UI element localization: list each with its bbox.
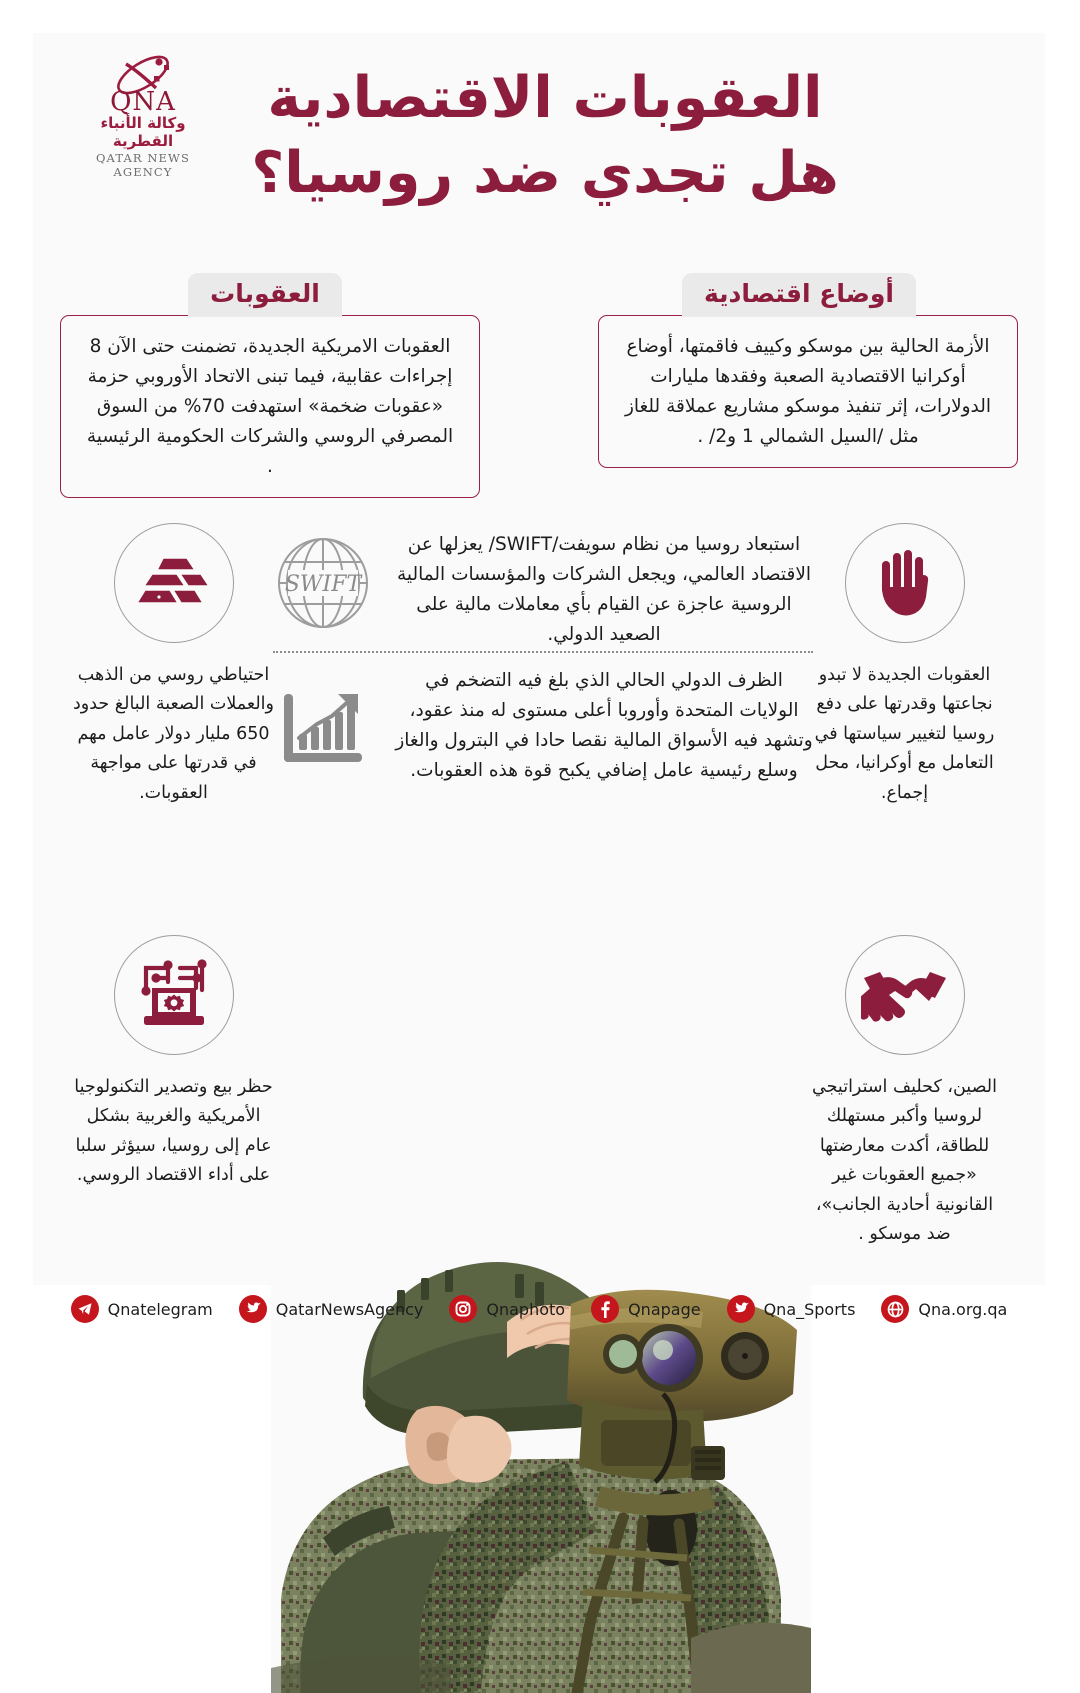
panel-economy-tab: أوضاع اقتصادية xyxy=(682,273,916,317)
panel-economy-tabrow xyxy=(598,273,1018,317)
section-gold-text: احتياطي روسي من الذهب والعملات الصعبة البالغ حدود 650 مليار دولار عامل مهم في قدرتها على مواجهة العقوبات. xyxy=(73,665,274,803)
page-title xyxy=(225,61,865,211)
section-technology-text: حظر بيع وتصدير التكنولوجيا الأمريكية والغربية بشكل عام إلى روسيا، سيؤثر سلبا على أداء الاقتصاد الروسي. xyxy=(74,1077,273,1186)
handshake-glyph xyxy=(861,967,949,1023)
growth-chart-icon xyxy=(269,666,377,768)
instagram-icon[interactable] xyxy=(449,1295,477,1323)
social-label-facebook: Qnapage xyxy=(628,1299,701,1319)
technology-chip-glyph xyxy=(134,958,214,1032)
social-item-instagram[interactable] xyxy=(449,1295,565,1323)
title-line-2: هل تجدي ضد روسيا؟ xyxy=(251,140,839,207)
twitter-icon[interactable] xyxy=(239,1295,267,1323)
section-inflation xyxy=(269,666,815,786)
qna-logo-english: QATAR NEWS AGENCY xyxy=(96,151,190,179)
panel-sanctions-tab: العقوبات xyxy=(188,273,342,317)
gold-bars-glyph xyxy=(135,552,213,614)
soldier-photo-illustration xyxy=(271,1198,811,1693)
panel-sanctions-tabrow xyxy=(60,273,480,317)
footer-social-bar xyxy=(33,1285,1045,1333)
social-item-twitter-sports[interactable] xyxy=(727,1295,856,1323)
globe-icon[interactable] xyxy=(881,1295,909,1323)
social-label-instagram: Qnaphoto xyxy=(486,1299,566,1319)
swift-label: SWIFT xyxy=(284,572,362,597)
swift-globe-icon xyxy=(269,530,377,632)
svg-text:QNA: QNA xyxy=(110,87,176,115)
panel-sanctions-body: العقوبات الامريكية الجديدة، تضمنت حتى الآن 8 إجراءات عقابية، فيما تبنى الاتحاد الأوروبي حزمة «عقوبات ضخمة» استهدفت 70% من السوق المصرفي الروسي والشركات الحكومية الرئيسية . xyxy=(60,315,480,498)
twitter-icon[interactable] xyxy=(727,1295,755,1323)
gold-bars-icon xyxy=(114,523,234,643)
facebook-icon[interactable] xyxy=(591,1295,619,1323)
header xyxy=(33,33,1045,238)
technology-chip-icon xyxy=(114,935,234,1055)
social-label-website: Qna.org.qa xyxy=(918,1299,1008,1319)
section-gold xyxy=(71,523,276,808)
stop-hand-icon xyxy=(845,523,965,643)
soldier-photo xyxy=(271,1198,811,1693)
social-label-twitter-news: QatarNewsAgency xyxy=(275,1299,424,1319)
section-inflation-text: الظرف الدولي الحالي الذي بلغ فيه التضخم في الولايات المتحدة وأوروبا أعلى مستوى له منذ عقود، وتشهد فيه الأسواق المالية نقصا حادا في البترول والغاز وسلع رئيسية عامل إضافي يكبح قوة هذه العقوبات. xyxy=(395,670,813,781)
telegram-icon[interactable] xyxy=(71,1295,99,1323)
title-line-1: العقوبات الاقتصادية xyxy=(267,65,823,131)
section-swift-text: استبعاد روسيا من نظام سويفت/SWIFT/ يعزلها عن الاقتصاد العالمي، ويجعل الشركات والمؤسسات المالية الروسية عاجزة عن القيام بأي معاملات مالية على الصعيد الدولي. xyxy=(396,534,812,645)
top-panels xyxy=(33,238,1045,477)
panel-sanctions xyxy=(60,273,480,498)
qna-swirl-icon xyxy=(80,55,206,115)
swift-globe-glyph xyxy=(274,534,372,632)
center-divider xyxy=(273,651,813,653)
social-label-telegram: Qnatelegram xyxy=(107,1299,213,1319)
infographic-page xyxy=(33,33,1045,1319)
growth-chart-glyph xyxy=(280,688,366,768)
handshake-icon xyxy=(845,935,965,1055)
social-item-twitter-news[interactable] xyxy=(239,1295,424,1323)
section-swift xyxy=(269,530,815,650)
panel-economy xyxy=(598,273,1018,468)
section-technology xyxy=(71,935,276,1191)
section-china xyxy=(802,935,1007,1249)
social-label-twitter-sports: Qna_Sports xyxy=(763,1299,856,1319)
qna-logo xyxy=(68,55,218,179)
panel-economy-body: الأزمة الحالية بين موسكو وكييف فاقمتها، أوضاع أوكرانيا الاقتصادية الصعبة وفقدها مليارات الدولارات، إثر تنفيذ موسكو مشاريع عملاقة للغاز مثل /السيل الشمالي 1 و2/ . xyxy=(598,315,1018,468)
social-item-website[interactable] xyxy=(881,1295,1007,1323)
social-item-facebook[interactable] xyxy=(591,1295,701,1323)
qna-logo-arabic: وكالة الأنباء القطرية xyxy=(100,114,186,150)
section-china-text: الصين، كحليف استراتيجي لروسيا وأكبر مستهلك للطاقة، أكدت معارضتها «جميع العقوبات غير القانونية أحادية الجانب»، ضد موسكو . xyxy=(812,1077,997,1244)
social-item-telegram[interactable] xyxy=(71,1295,213,1323)
stop-hand-glyph xyxy=(874,547,936,619)
section-hand-text: العقوبات الجديدة لا تبدو نجاعتها وقدرتها على دفع روسيا لتغيير سياستها في التعامل مع أوكرانيا، محل إجماع. xyxy=(814,665,995,803)
qna-logo-mark xyxy=(68,55,218,113)
section-hand xyxy=(802,523,1007,808)
